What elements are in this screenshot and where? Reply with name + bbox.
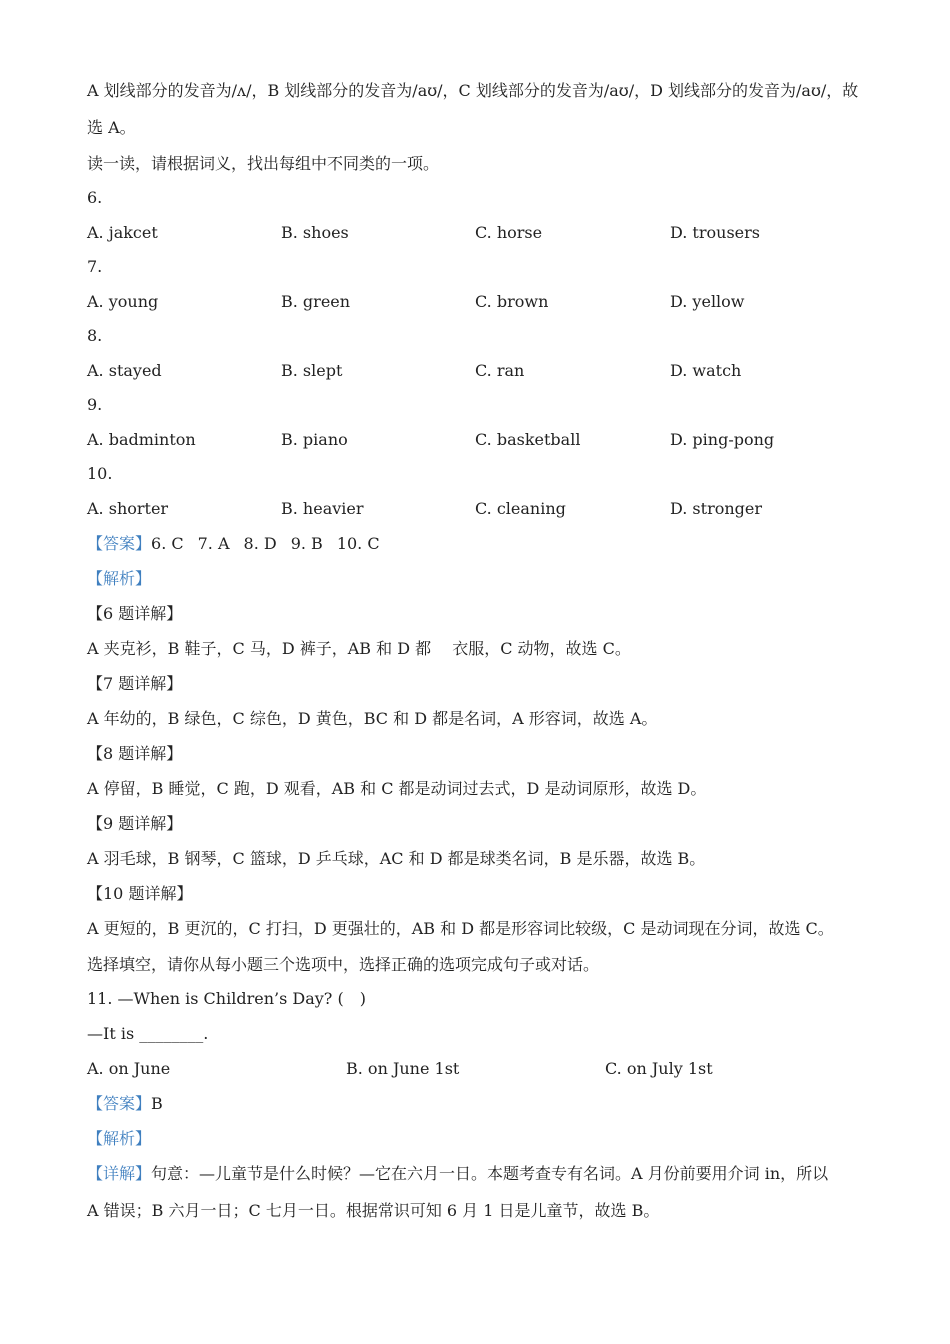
intro-line-1: A 划线部分的发音为/ʌ/，B 划线部分的发音为/aʊ/，C 划线部分的发音为/aʊ/，D 划线部分的发音为/aʊ/，故 xyxy=(87,81,859,100)
detail-text: A 停留，B 睡觉，C 跑，D 观看，AB 和 C 都是动词过去式，D 是动词原形，故选 D。 xyxy=(87,779,707,798)
option-d: D. watch xyxy=(670,361,742,380)
detail-text xyxy=(87,1162,870,1186)
option-b: B. slept xyxy=(281,361,343,380)
option-b: B. piano xyxy=(281,430,348,449)
answer-line xyxy=(87,532,870,556)
answer-line xyxy=(87,1092,870,1116)
option-b: B. shoes xyxy=(281,223,349,242)
answer-item: B xyxy=(151,1094,163,1113)
detail-text: A 年幼的，B 绿色，C 综色，D 黄色，BC 和 D 都是名词，A 形容词，故选 A。 xyxy=(87,709,658,728)
option-b: B. heavier xyxy=(281,499,364,518)
answer-item: 10. C xyxy=(336,534,380,553)
option-d: D. stronger xyxy=(670,499,763,518)
option-c: C. brown xyxy=(475,292,549,311)
section-2-instruction: 读一读，请根据词义，找出每组中不同类的一项。 xyxy=(87,154,440,173)
question-number: 7. xyxy=(87,257,103,276)
detail-text: A 羽毛球，B 钢琴，C 篮球，D 乒乓球，AC 和 D 都是球类名词，B 是乐器，故选 B。 xyxy=(87,849,706,868)
option-c: C. basketball xyxy=(475,430,581,449)
option-a: A. badminton xyxy=(87,430,196,449)
section-3-instruction: 选择填空，请你从每小题三个选项中，选择正确的选项完成句子或对话。 xyxy=(87,955,600,974)
option-c: C. cleaning xyxy=(475,499,566,518)
question-number: 10. xyxy=(87,464,113,483)
intro-line-2: 选 A。 xyxy=(87,118,136,137)
option-a: A. shorter xyxy=(87,499,169,518)
option-c: C. horse xyxy=(475,223,543,242)
detail-text-1: 句意：—儿童节是什么时候？—它在六月一日。本题考查专有名词。A 月份前要用介词 in，所以 xyxy=(151,1164,829,1183)
detail-heading: 【8 题详解】 xyxy=(87,744,183,763)
answer-item: 6. C xyxy=(151,534,184,553)
question-number: 9. xyxy=(87,395,103,414)
detail-heading: 【6 题详解】 xyxy=(87,604,183,623)
answer-item: 7. A xyxy=(197,534,230,553)
answer-item: 9. B xyxy=(290,534,323,553)
option-a: A. stayed xyxy=(87,361,162,380)
option-c: C. on July 1st xyxy=(605,1059,713,1078)
answer-tag: 【答案】 xyxy=(87,534,152,553)
detail-tag: 【详解】 xyxy=(87,1164,152,1183)
detail-text-2: A 错误；B 六月一日；C 七月一日。根据常识可知 6 月 1 日是儿童节，故选 B。 xyxy=(87,1201,660,1220)
detail-heading: 【7 题详解】 xyxy=(87,674,183,693)
option-a: A. jakcet xyxy=(87,223,158,242)
option-c: C. ran xyxy=(475,361,525,380)
analysis-tag: 【解析】 xyxy=(87,569,152,588)
answer-tag: 【答案】 xyxy=(87,1094,152,1113)
question-number: 6. xyxy=(87,188,103,207)
option-a: A. young xyxy=(87,292,159,311)
answer-item: 8. D xyxy=(243,534,277,553)
question-number: 8. xyxy=(87,326,103,345)
option-d: D. yellow xyxy=(670,292,745,311)
option-d: D. ping-pong xyxy=(670,430,775,449)
detail-text: A 更短的，B 更沉的，C 打扫，D 更强壮的，AB 和 D 都是形容词比较级，C 是动词现在分词，故选 C。 xyxy=(87,919,834,938)
analysis-tag: 【解析】 xyxy=(87,1129,152,1148)
detail-text: A 夹克衫，B 鞋子，C 马，D 裤子，AB 和 D 都 衣服，C 动物，故选 C。 xyxy=(87,639,631,658)
option-a: A. on June xyxy=(87,1059,171,1078)
detail-heading: 【9 题详解】 xyxy=(87,814,183,833)
question-11-reply: —It is ________. xyxy=(87,1024,209,1043)
option-b: B. on June 1st xyxy=(346,1059,460,1078)
option-d: D. trousers xyxy=(670,223,760,242)
detail-heading: 【10 题详解】 xyxy=(87,884,193,903)
question-11: 11. —When is Children’s Day? ( ) xyxy=(87,989,366,1008)
option-b: B. green xyxy=(281,292,351,311)
